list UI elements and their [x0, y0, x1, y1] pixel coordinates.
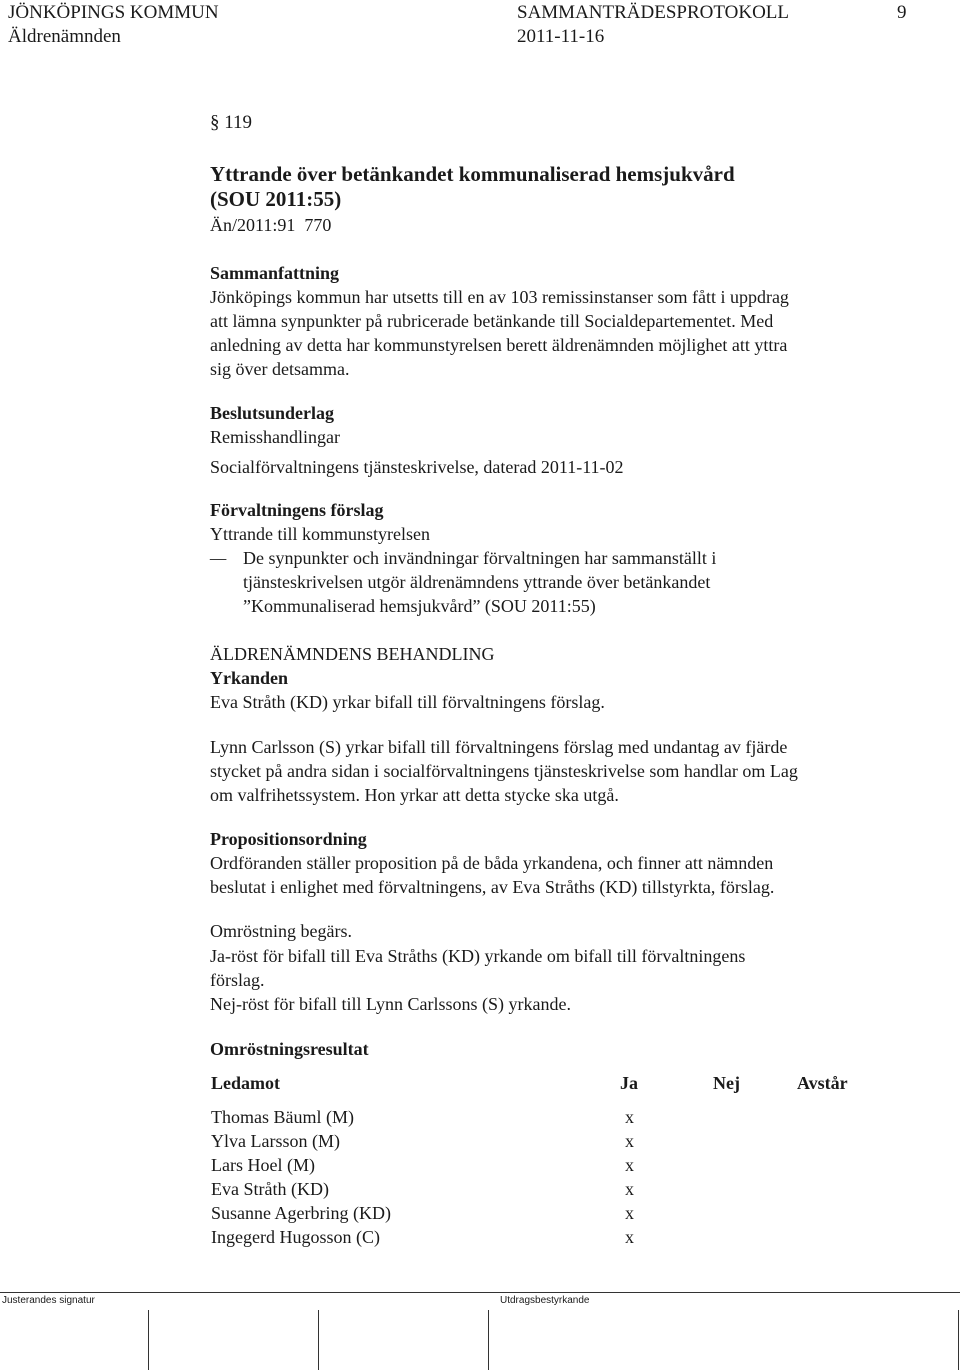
signature-label: Justerandes signatur: [2, 1295, 95, 1306]
summary-line: Jönköpings kommun har utsetts till en av 103 remissinstanser som fått i uppdrag: [210, 287, 789, 307]
claim-line: Lynn Carlsson (S) yrkar bifall till förvaltningens förslag med undantag av fjärde: [210, 737, 788, 757]
proposal-heading: Förvaltningens förslag: [210, 500, 384, 520]
yes-mark: x: [625, 1107, 634, 1127]
bullet-dash: –: [210, 548, 227, 568]
column-header-yes: Ja: [620, 1073, 638, 1093]
treatment-heading: ÄLDRENÄMNDENS BEHANDLING: [210, 644, 495, 664]
committee-name: Äldrenämnden: [8, 26, 121, 47]
claim-line: om valfrihetssystem. Hon yrkar att detta stycke ska utgå.: [210, 785, 619, 805]
member-name: Ingegerd Hugosson (C): [211, 1227, 380, 1247]
proposition-line: Ordföranden ställer proposition på de båda yrkandena, och finner att nämnden: [210, 853, 774, 873]
basis-item: Socialförvaltningens tjänsteskrivelse, daterad 2011-11-02: [210, 457, 624, 477]
signature-box-divider: [148, 1310, 149, 1370]
column-header-member: Ledamot: [211, 1073, 280, 1093]
claim-line: stycket på andra sidan i socialförvaltningens tjänsteskrivelse som handlar om Lag: [210, 761, 798, 781]
yes-mark: x: [625, 1179, 634, 1199]
summary-line: att lämna synpunkter på rubricerade betänkande till Socialdepartementet. Med: [210, 311, 774, 331]
signature-box-divider: [318, 1310, 319, 1370]
proposition-heading: Propositionsordning: [210, 829, 367, 849]
summary-line: anledning av detta har kommunstyrelsen berett äldrenämnden möjlighet att yttra: [210, 335, 788, 355]
member-name: Ylva Larsson (M): [211, 1131, 340, 1151]
yes-mark: x: [625, 1203, 634, 1223]
claims-heading: Yrkanden: [210, 668, 289, 688]
summary-heading: Sammanfattning: [210, 263, 340, 283]
yes-mark: x: [625, 1131, 634, 1151]
section-number: § 119: [210, 112, 253, 133]
basis-heading: Beslutsunderlag: [210, 403, 335, 423]
proposal-intro: Yttrande till kommunstyrelsen: [210, 524, 430, 544]
summary-line: sig över detsamma.: [210, 359, 350, 379]
section-title-line2: (SOU 2011:55): [210, 187, 342, 211]
basis-item: Remisshandlingar: [210, 427, 340, 447]
signature-box-divider: [958, 1310, 959, 1370]
column-header-abstain: Avstår: [797, 1073, 848, 1093]
vote-line: Nej-röst för bifall till Lynn Carlssons (S) yrkande.: [210, 994, 571, 1014]
municipality-name: JÖNKÖPINGS KOMMUN: [8, 2, 219, 23]
claim: Eva Stråth (KD) yrkar bifall till förvaltningens förslag.: [210, 692, 605, 712]
vote-line: Omröstning begärs.: [210, 921, 352, 941]
page-number: 9: [897, 2, 907, 23]
member-name: Eva Stråth (KD): [211, 1179, 329, 1199]
case-reference: Än/2011:91 770: [210, 215, 332, 235]
signature-box-divider: [488, 1310, 489, 1370]
vote-line: Ja-röst för bifall till Eva Stråths (KD) yrkande om bifall till förvaltningens: [210, 946, 746, 966]
member-name: Lars Hoel (M): [211, 1155, 315, 1175]
footer-rule: [0, 1292, 960, 1293]
yes-mark: x: [625, 1227, 634, 1247]
vote-line: förslag.: [210, 970, 265, 990]
vote-result-heading: Omröstningsresultat: [210, 1039, 369, 1059]
column-header-no: Nej: [713, 1073, 740, 1093]
document-type: SAMMANTRÄDESPROTOKOLL: [517, 2, 790, 23]
proposition-line: beslutat i enlighet med förvaltningens, av Eva Stråths (KD) tillstyrkta, förslag.: [210, 877, 775, 897]
yes-mark: x: [625, 1155, 634, 1175]
section-title-line1: Yttrande över betänkandet kommunaliserad hemsjukvård: [210, 162, 735, 186]
proposal-bullet-line: tjänsteskrivelsen utgör äldrenämndens yttrande över betänkandet: [243, 572, 711, 592]
proposal-bullet-line: De synpunkter och invändningar förvaltningen har sammanställt i: [243, 548, 717, 568]
member-name: Thomas Bäuml (M): [211, 1107, 354, 1127]
proposal-bullet-line: ”Kommunaliserad hemsjukvård” (SOU 2011:55): [243, 596, 596, 616]
member-name: Susanne Agerbring (KD): [211, 1203, 391, 1223]
meeting-date: 2011-11-16: [517, 26, 605, 47]
extract-label: Utdragsbestyrkande: [500, 1295, 590, 1306]
